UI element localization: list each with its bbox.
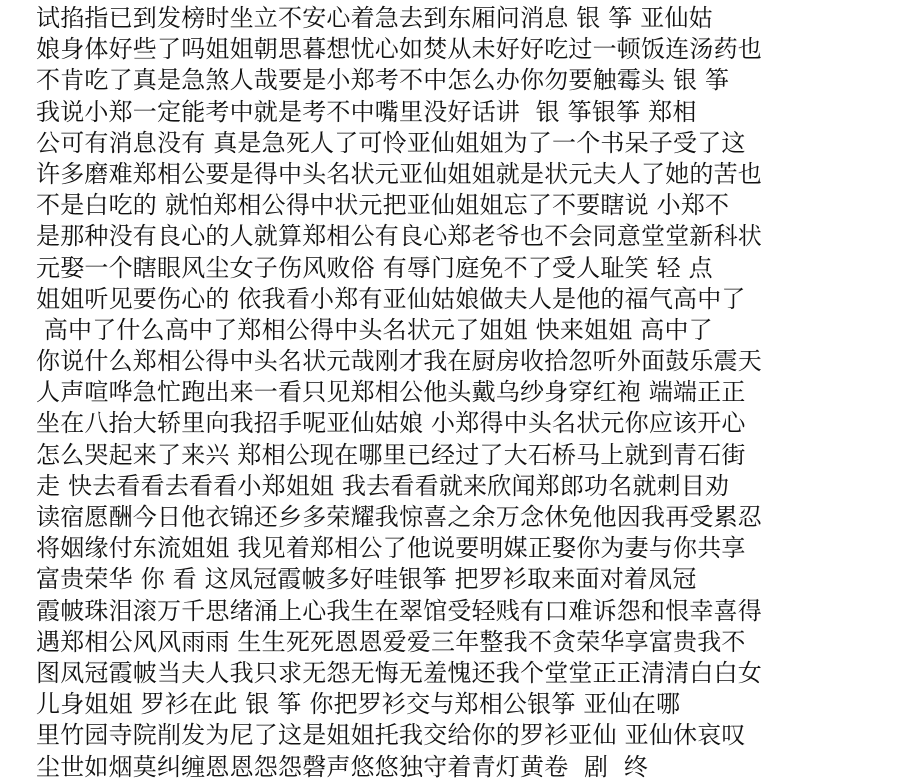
text-line: 高中了什么高中了郑相公得中头名状元了姐姐 快来姐姐 高中了 [36, 315, 713, 344]
text-line: 是那种没有良心的人就算郑相公有良心郑老爷也不会同意堂堂新科状 [36, 222, 762, 251]
text-line: 公可有消息没有 真是急死人了可怜亚仙姐姐为了一个书呆子受了这 [36, 128, 746, 157]
text-line: 坐在八抬大轿里向我招手呢亚仙姑娘 小郑得中头名状元你应该开心 [36, 409, 746, 438]
text-line: 不肯吃了真是急煞人哉要是小郑考不中怎么办你勿要触霉头 银 筝 [36, 66, 730, 95]
text-line: 姐姐听见要伤心的 依我看小郑有亚仙姑娘做夫人是他的福气高中了 [36, 284, 746, 313]
text-line: 尘世如烟莫纠缠恩恩怨怨磬声悠悠独守着青灯黄卷 剧 终 [36, 752, 649, 781]
text-line: 我说小郑一定能考中就是考不中嘴里没好话讲 银 筝银筝 郑相 [36, 97, 697, 126]
text-line: 许多磨难郑相公要是得中头名状元亚仙姐姐就是状元夫人了她的苦也 [36, 159, 762, 188]
text-line: 富贵荣华 你 看 这凤冠霞帔多好哇银筝 把罗衫取来面对着凤冠 [36, 565, 697, 594]
text-line: 儿身姐姐 罗衫在此 银 筝 你把罗衫交与郑相公银筝 亚仙在哪 [36, 690, 681, 719]
text-line: 走 快去看看去看看小郑姐姐 我去看看就来欣闻郑郎功名就刺目劝 [36, 471, 730, 500]
text-line: 图凤冠霞帔当夫人我只求无怨无悔无羞愧还我个堂堂正正清清白白女 [36, 658, 762, 687]
text-line: 里竹园寺院削发为尼了这是姐姐托我交给你的罗衫亚仙 亚仙休哀叹 [36, 721, 746, 750]
text-line: 遇郑相公风风雨雨 生生死死恩恩爱爱三年整我不贪荣华享富贵我不 [36, 627, 746, 656]
text-line: 你说什么郑相公得中头名状元哉刚才我在厨房收拾忽听外面鼓乐震天 [36, 347, 762, 376]
script-text-body [36, 3, 896, 783]
text-line: 娘身体好些了吗姐姐朝思暮想忧心如焚从未好好吃过一顿饭连汤药也 [36, 35, 762, 64]
text-line: 不是白吃的 就怕郑相公得中状元把亚仙姐姐忘了不要瞎说 小郑不 [36, 191, 730, 220]
text-line: 怎么哭起来了来兴 郑相公现在哪里已经过了大石桥马上就到青石街 [36, 440, 746, 469]
text-line: 人声喧哗急忙跑出来一看只见郑相公他头戴乌纱身穿红袍 端端正正 [36, 378, 746, 407]
text-line: 将姻缘付东流姐姐 我见着郑相公了他说要明媒正娶你为妻与你共享 [36, 534, 746, 563]
text-line: 试掐指已到发榜时坐立不安心着急去到东厢问消息 银 筝 亚仙姑 [36, 4, 713, 32]
text-line: 读宿愿酬今日他衣锦还乡多荣耀我惊喜之余万念休免他因我再受累忍 [36, 503, 762, 531]
text-line: 元娶一个瞎眼风尘女子伤风败俗 有辱门庭免不了受人耻笑 轻 点 [36, 253, 713, 282]
text-line: 霞帔珠泪滚万千思绪涌上心我生在翠馆受轻贱有口难诉怨和恨幸喜得 [36, 596, 762, 625]
